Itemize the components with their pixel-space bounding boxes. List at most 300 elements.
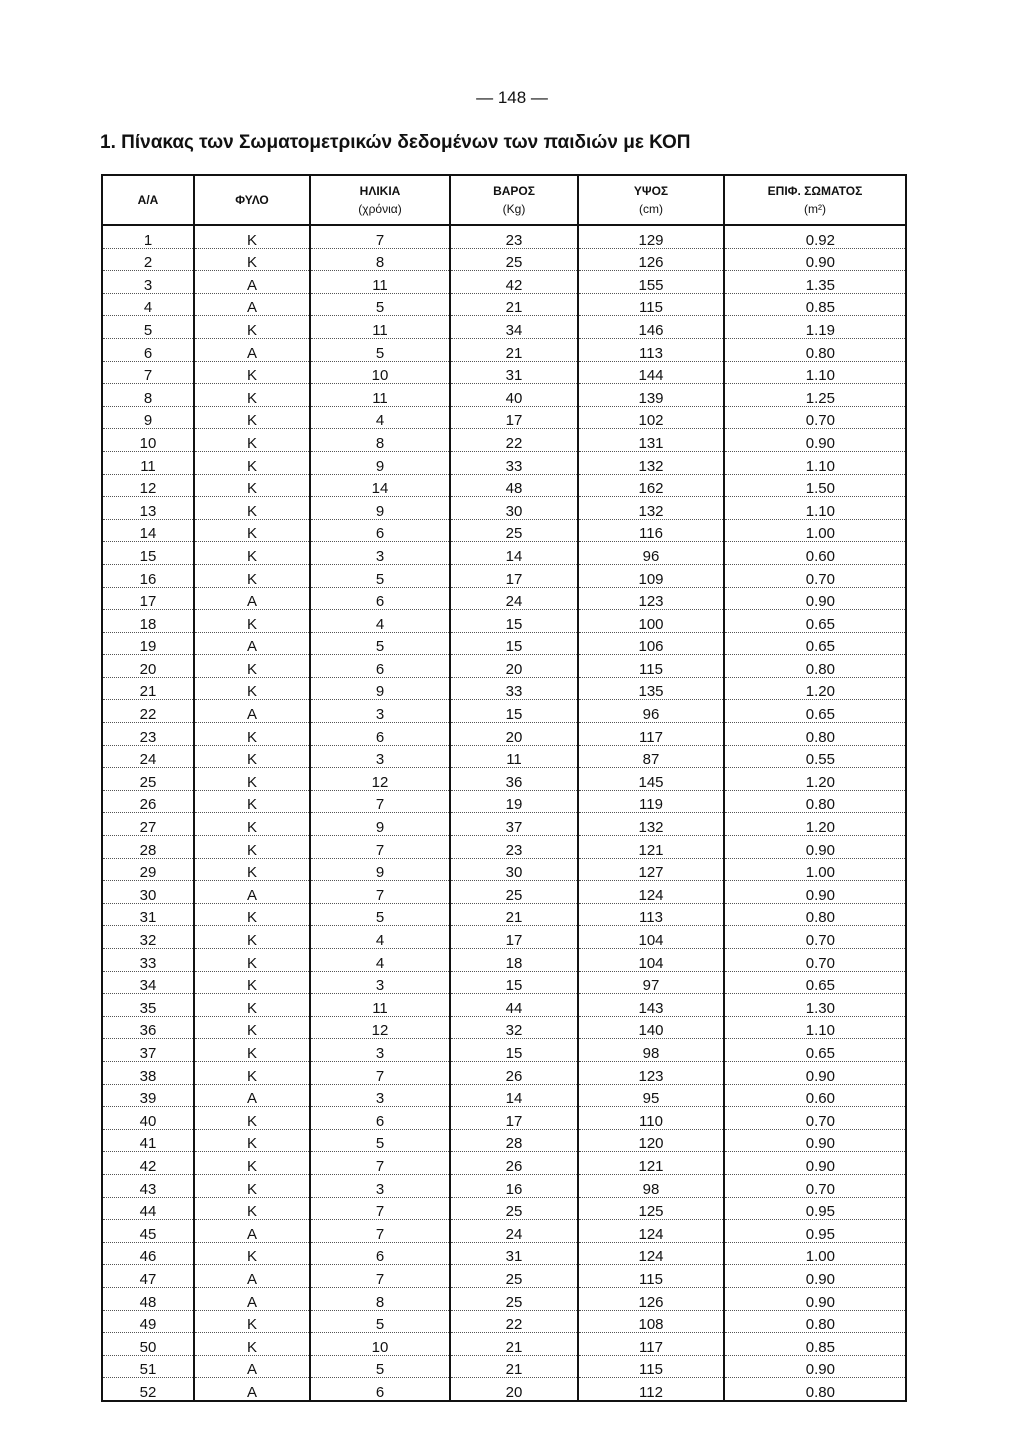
table-row	[102, 564, 906, 587]
body-surface-cell: 0.65	[724, 700, 906, 723]
age-cell: 4	[310, 926, 450, 949]
index-cell: 32	[102, 926, 194, 949]
sex-cell: Κ	[194, 903, 310, 926]
index-cell: 6	[102, 338, 194, 361]
age-cell: 6	[310, 723, 450, 746]
sex-cell: Α	[194, 881, 310, 904]
body-surface-cell: 1.00	[724, 858, 906, 881]
sex-cell: Α	[194, 700, 310, 723]
index-cell: 29	[102, 858, 194, 881]
index-cell: 50	[102, 1333, 194, 1356]
age-cell: 9	[310, 813, 450, 836]
weight-cell: 21	[450, 903, 578, 926]
sex-cell: Κ	[194, 1333, 310, 1356]
sex-cell: Α	[194, 1287, 310, 1310]
table-row	[102, 903, 906, 926]
index-cell: 42	[102, 1152, 194, 1175]
height-cell: 132	[578, 451, 724, 474]
age-cell: 6	[310, 655, 450, 678]
body-surface-cell: 0.90	[724, 248, 906, 271]
age-cell: 7	[310, 836, 450, 859]
body-surface-cell: 0.90	[724, 1355, 906, 1378]
index-cell: 24	[102, 745, 194, 768]
header-label: ΒΑΡΟΣ	[493, 184, 535, 198]
height-cell: 100	[578, 610, 724, 633]
weight-cell: 17	[450, 564, 578, 587]
index-cell: 12	[102, 474, 194, 497]
age-cell: 14	[310, 474, 450, 497]
body-surface-cell: 1.10	[724, 1016, 906, 1039]
table-row	[102, 723, 906, 746]
table-row	[102, 700, 906, 723]
weight-cell: 25	[450, 881, 578, 904]
height-cell: 155	[578, 271, 724, 294]
header-label: Α/Α	[137, 193, 159, 207]
sex-cell: Α	[194, 293, 310, 316]
body-surface-cell: 0.80	[724, 723, 906, 746]
height-cell: 129	[578, 225, 724, 248]
table-header	[102, 175, 906, 225]
weight-cell: 16	[450, 1174, 578, 1197]
table-row	[102, 677, 906, 700]
sex-cell: Α	[194, 632, 310, 655]
sex-cell: Κ	[194, 1242, 310, 1265]
age-cell: 3	[310, 542, 450, 565]
table-row	[102, 384, 906, 407]
body-surface-cell: 0.90	[724, 1152, 906, 1175]
index-cell: 3	[102, 271, 194, 294]
header-unit: (Kg)	[502, 202, 526, 216]
sex-cell: Κ	[194, 971, 310, 994]
sex-cell: Κ	[194, 361, 310, 384]
weight-cell: 22	[450, 1310, 578, 1333]
weight-cell: 17	[450, 926, 578, 949]
sex-cell: Κ	[194, 745, 310, 768]
age-cell: 5	[310, 293, 450, 316]
height-cell: 119	[578, 790, 724, 813]
weight-cell: 21	[450, 293, 578, 316]
index-cell: 39	[102, 1084, 194, 1107]
table-row	[102, 1265, 906, 1288]
weight-cell: 24	[450, 587, 578, 610]
height-cell: 140	[578, 1016, 724, 1039]
height-cell: 132	[578, 813, 724, 836]
sex-cell: Κ	[194, 1129, 310, 1152]
age-cell: 5	[310, 1310, 450, 1333]
header-cell-weight	[450, 175, 578, 225]
height-cell: 106	[578, 632, 724, 655]
table-row	[102, 451, 906, 474]
weight-cell: 21	[450, 1333, 578, 1356]
table-row	[102, 1333, 906, 1356]
table-row	[102, 361, 906, 384]
height-cell: 96	[578, 700, 724, 723]
body-surface-cell: 1.20	[724, 813, 906, 836]
height-cell: 124	[578, 1220, 724, 1243]
index-cell: 36	[102, 1016, 194, 1039]
age-cell: 5	[310, 1355, 450, 1378]
height-cell: 127	[578, 858, 724, 881]
body-surface-cell: 1.10	[724, 361, 906, 384]
height-cell: 115	[578, 293, 724, 316]
sex-cell: Κ	[194, 497, 310, 520]
height-cell: 126	[578, 248, 724, 271]
anthropometric-data-table	[101, 174, 907, 1402]
weight-cell: 34	[450, 316, 578, 339]
header-unit: (cm)	[639, 202, 663, 216]
height-cell: 139	[578, 384, 724, 407]
age-cell: 6	[310, 519, 450, 542]
sex-cell: Κ	[194, 1107, 310, 1130]
index-cell: 15	[102, 542, 194, 565]
index-cell: 43	[102, 1174, 194, 1197]
table-row	[102, 971, 906, 994]
height-cell: 121	[578, 1152, 724, 1175]
height-cell: 117	[578, 1333, 724, 1356]
weight-cell: 36	[450, 768, 578, 791]
weight-cell: 25	[450, 1265, 578, 1288]
body-surface-cell: 1.20	[724, 677, 906, 700]
body-surface-cell: 0.70	[724, 926, 906, 949]
table-row	[102, 745, 906, 768]
sex-cell: Κ	[194, 768, 310, 791]
body-surface-cell: 1.30	[724, 994, 906, 1017]
height-cell: 132	[578, 497, 724, 520]
age-cell: 6	[310, 1107, 450, 1130]
height-cell: 123	[578, 1061, 724, 1084]
table-row	[102, 406, 906, 429]
sex-cell: Α	[194, 338, 310, 361]
table-row	[102, 1310, 906, 1333]
weight-cell: 25	[450, 1287, 578, 1310]
sex-cell: Κ	[194, 248, 310, 271]
age-cell: 9	[310, 451, 450, 474]
table-row	[102, 474, 906, 497]
height-cell: 87	[578, 745, 724, 768]
sex-cell: Κ	[194, 677, 310, 700]
index-cell: 2	[102, 248, 194, 271]
table-row	[102, 1287, 906, 1310]
sex-cell: Κ	[194, 926, 310, 949]
age-cell: 7	[310, 1265, 450, 1288]
index-cell: 17	[102, 587, 194, 610]
index-cell: 31	[102, 903, 194, 926]
weight-cell: 42	[450, 271, 578, 294]
sex-cell: Κ	[194, 1061, 310, 1084]
index-cell: 19	[102, 632, 194, 655]
index-cell: 5	[102, 316, 194, 339]
weight-cell: 25	[450, 519, 578, 542]
weight-cell: 33	[450, 451, 578, 474]
index-cell: 46	[102, 1242, 194, 1265]
height-cell: 145	[578, 768, 724, 791]
weight-cell: 11	[450, 745, 578, 768]
body-surface-cell: 0.90	[724, 1287, 906, 1310]
header-label: ΦΥΛΟ	[235, 193, 269, 207]
sex-cell: Α	[194, 1084, 310, 1107]
height-cell: 115	[578, 1265, 724, 1288]
weight-cell: 37	[450, 813, 578, 836]
age-cell: 11	[310, 271, 450, 294]
body-surface-cell: 1.50	[724, 474, 906, 497]
age-cell: 5	[310, 632, 450, 655]
body-surface-cell: 0.80	[724, 903, 906, 926]
height-cell: 109	[578, 564, 724, 587]
index-cell: 47	[102, 1265, 194, 1288]
weight-cell: 15	[450, 632, 578, 655]
index-cell: 30	[102, 881, 194, 904]
height-cell: 124	[578, 881, 724, 904]
page-number: — 148 —	[476, 88, 548, 107]
index-cell: 23	[102, 723, 194, 746]
index-cell: 33	[102, 949, 194, 972]
age-cell: 8	[310, 248, 450, 271]
index-cell: 37	[102, 1039, 194, 1062]
index-cell: 38	[102, 1061, 194, 1084]
body-surface-cell: 0.60	[724, 1084, 906, 1107]
table-row	[102, 1220, 906, 1243]
age-cell: 4	[310, 406, 450, 429]
age-cell: 9	[310, 858, 450, 881]
weight-cell: 30	[450, 497, 578, 520]
height-cell: 121	[578, 836, 724, 859]
index-cell: 16	[102, 564, 194, 587]
age-cell: 7	[310, 1220, 450, 1243]
height-cell: 115	[578, 655, 724, 678]
index-cell: 4	[102, 293, 194, 316]
sex-cell: Κ	[194, 474, 310, 497]
table-row	[102, 790, 906, 813]
header-cell-height	[578, 175, 724, 225]
body-surface-cell: 0.90	[724, 429, 906, 452]
body-surface-cell: 1.10	[724, 451, 906, 474]
body-surface-cell: 1.00	[724, 519, 906, 542]
age-cell: 8	[310, 429, 450, 452]
age-cell: 5	[310, 564, 450, 587]
height-cell: 113	[578, 338, 724, 361]
index-cell: 18	[102, 610, 194, 633]
height-cell: 116	[578, 519, 724, 542]
sex-cell: Κ	[194, 1310, 310, 1333]
table-row	[102, 1152, 906, 1175]
sex-cell: Κ	[194, 225, 310, 248]
weight-cell: 31	[450, 361, 578, 384]
height-cell: 144	[578, 361, 724, 384]
sex-cell: Κ	[194, 1039, 310, 1062]
body-surface-cell: 0.90	[724, 1061, 906, 1084]
table-row	[102, 248, 906, 271]
body-surface-cell: 0.80	[724, 1310, 906, 1333]
weight-cell: 23	[450, 225, 578, 248]
sex-cell: Κ	[194, 1174, 310, 1197]
body-surface-cell: 0.80	[724, 1378, 906, 1401]
index-cell: 25	[102, 768, 194, 791]
age-cell: 5	[310, 903, 450, 926]
index-cell: 44	[102, 1197, 194, 1220]
table-body	[102, 225, 906, 1401]
age-cell: 5	[310, 338, 450, 361]
table-row	[102, 519, 906, 542]
index-cell: 52	[139, 1383, 157, 1401]
index-cell: 51	[102, 1355, 194, 1378]
weight-cell: 30	[450, 858, 578, 881]
header-label: ΗΛΙΚΙΑ	[359, 184, 401, 198]
table-row	[102, 1061, 906, 1084]
table-row	[102, 1129, 906, 1152]
table-row	[102, 858, 906, 881]
age-cell: 7	[310, 225, 450, 248]
header-row	[102, 175, 906, 225]
body-surface-cell: 1.00	[724, 1242, 906, 1265]
index-cell: 11	[102, 451, 194, 474]
table-row	[102, 271, 906, 294]
height-cell: 96	[578, 542, 724, 565]
body-surface-cell: 0.90	[724, 881, 906, 904]
age-cell: 7	[310, 1061, 450, 1084]
index-cell: 27	[102, 813, 194, 836]
age-cell: 5	[310, 1129, 450, 1152]
height-cell: 123	[578, 587, 724, 610]
table-row	[102, 994, 906, 1017]
weight-cell: 40	[450, 384, 578, 407]
sex-cell: Κ	[194, 451, 310, 474]
height-cell: 110	[578, 1107, 724, 1130]
index-cell: 35	[102, 994, 194, 1017]
weight-cell: 23	[450, 836, 578, 859]
age-cell: 12	[310, 1016, 450, 1039]
weight-cell: 26	[450, 1152, 578, 1175]
body-surface-cell: 0.90	[724, 1129, 906, 1152]
index-cell: 20	[102, 655, 194, 678]
table-row	[102, 1242, 906, 1265]
index-cell: 26	[102, 790, 194, 813]
weight-cell: 32	[450, 1016, 578, 1039]
index-cell: 28	[102, 836, 194, 859]
body-surface-cell: 0.90	[724, 1265, 906, 1288]
sex-cell: Κ	[194, 519, 310, 542]
index-cell: 40	[102, 1107, 194, 1130]
table-row	[102, 655, 906, 678]
body-surface-cell: 0.70	[724, 564, 906, 587]
body-surface-cell: 0.85	[724, 1333, 906, 1356]
height-cell: 112	[578, 1378, 724, 1401]
body-surface-cell: 0.92	[724, 225, 906, 248]
table-row	[102, 542, 906, 565]
weight-cell: 15	[450, 1039, 578, 1062]
index-cell: 9	[102, 406, 194, 429]
sex-cell: Κ	[194, 994, 310, 1017]
body-surface-cell: 0.95	[724, 1197, 906, 1220]
body-surface-cell: 0.60	[724, 542, 906, 565]
weight-cell: 15	[450, 971, 578, 994]
height-cell: 124	[578, 1242, 724, 1265]
index-cell: 21	[102, 677, 194, 700]
header-cell-sex	[194, 175, 310, 225]
index-cell: 41	[102, 1129, 194, 1152]
age-cell: 10	[310, 361, 450, 384]
index-cell: 22	[102, 700, 194, 723]
weight-cell: 21	[450, 338, 578, 361]
body-surface-cell: 0.65	[724, 632, 906, 655]
age-cell: 7	[310, 881, 450, 904]
height-cell: 113	[578, 903, 724, 926]
body-surface-cell: 0.70	[724, 1174, 906, 1197]
table-row	[102, 813, 906, 836]
table-row	[102, 1084, 906, 1107]
table-row	[102, 881, 906, 904]
table-row	[102, 610, 906, 633]
body-surface-cell: 0.70	[724, 406, 906, 429]
body-surface-cell: 0.90	[724, 587, 906, 610]
body-surface-cell: 1.10	[724, 497, 906, 520]
height-cell: 146	[578, 316, 724, 339]
document-title: 1. Πίνακας των Σωματομετρικών δεδομένων των παιδιών με ΚΟΠ	[100, 132, 691, 153]
weight-cell: 20	[450, 723, 578, 746]
sex-cell: Κ	[194, 406, 310, 429]
weight-cell: 21	[450, 1355, 578, 1378]
header-cell-index	[102, 175, 194, 225]
table-row	[102, 1039, 906, 1062]
height-cell: 143	[578, 994, 724, 1017]
age-cell: 3	[310, 1084, 450, 1107]
sex-cell: Α	[194, 1265, 310, 1288]
sex-cell: Κ	[194, 813, 310, 836]
age-cell: 6	[310, 1242, 450, 1265]
weight-cell: 31	[450, 1242, 578, 1265]
weight-cell: 14	[450, 542, 578, 565]
weight-cell: 17	[450, 406, 578, 429]
body-surface-cell: 1.25	[724, 384, 906, 407]
height-cell: 98	[578, 1039, 724, 1062]
body-surface-cell: 0.55	[724, 745, 906, 768]
index-cell: 8	[102, 384, 194, 407]
sex-cell: Κ	[194, 1197, 310, 1220]
table-row	[102, 1197, 906, 1220]
height-cell: 117	[578, 723, 724, 746]
height-cell: 108	[578, 1310, 724, 1333]
body-surface-cell: 0.65	[724, 1039, 906, 1062]
table-row	[102, 949, 906, 972]
height-cell: 126	[578, 1287, 724, 1310]
age-cell: 11	[310, 316, 450, 339]
sex-cell: Κ	[194, 836, 310, 859]
table-row	[102, 429, 906, 452]
weight-cell: 15	[450, 700, 578, 723]
header-label: ΕΠΙΦ. ΣΩΜΑΤΟΣ	[767, 184, 863, 198]
weight-cell: 22	[450, 429, 578, 452]
weight-cell: 25	[450, 1197, 578, 1220]
table-row	[102, 1355, 906, 1378]
height-cell: 98	[578, 1174, 724, 1197]
sex-cell: Α	[194, 271, 310, 294]
header-cell-age	[310, 175, 450, 225]
weight-cell: 19	[450, 790, 578, 813]
body-surface-cell: 0.70	[724, 949, 906, 972]
age-cell: 9	[310, 677, 450, 700]
weight-cell: 25	[450, 248, 578, 271]
weight-cell: 24	[450, 1220, 578, 1243]
age-cell: 3	[310, 700, 450, 723]
table-row	[102, 497, 906, 520]
age-cell: 7	[310, 1197, 450, 1220]
index-cell: 34	[102, 971, 194, 994]
body-surface-cell: 0.65	[724, 610, 906, 633]
body-surface-cell: 1.35	[724, 271, 906, 294]
weight-cell: 33	[450, 677, 578, 700]
index-cell: 1	[102, 225, 194, 248]
weight-cell: 48	[450, 474, 578, 497]
sex-cell: Κ	[194, 723, 310, 746]
